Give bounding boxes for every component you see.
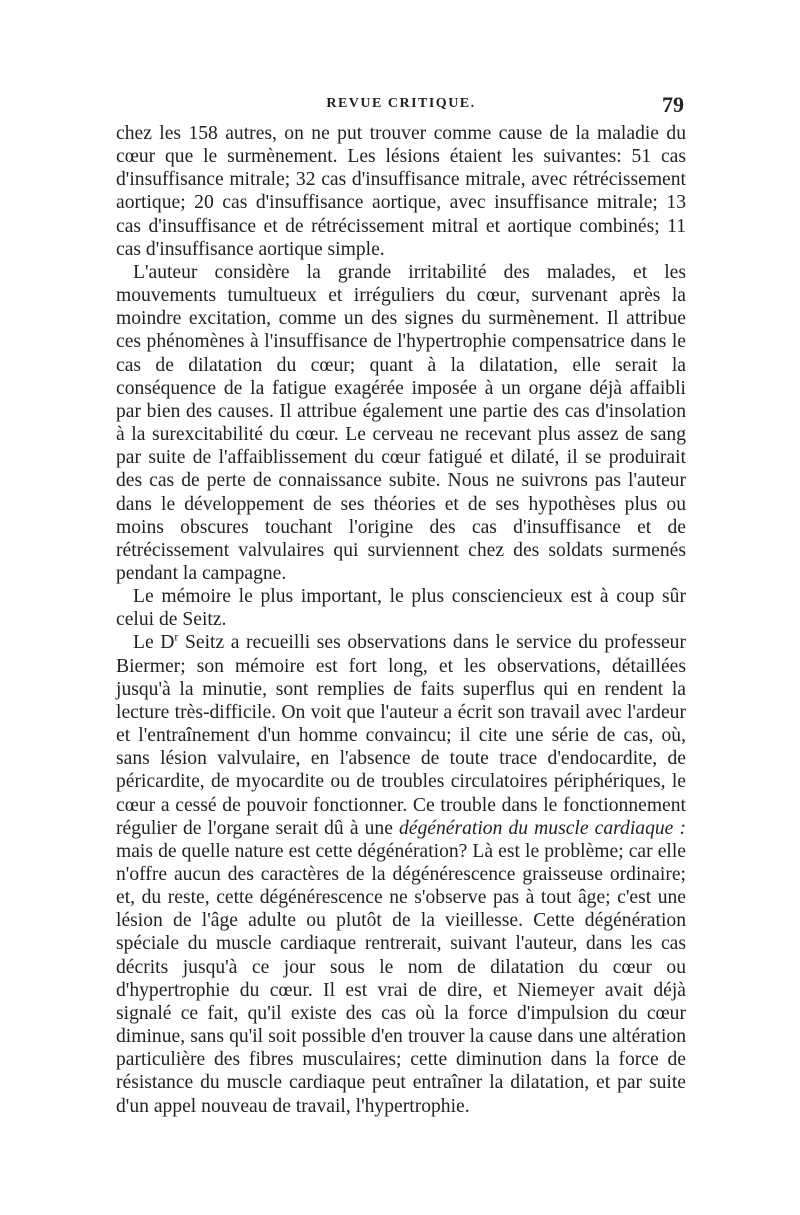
page-number: 79 [662,92,684,117]
running-header [116,92,686,122]
paragraph-text-part-1: Seitz a recueilli ses observations dans le service du professeur Biermer; son mémoire est fort long, et les observations, détaillées jusqu'à la minutie, sont remplies de faits superflus qui en rendent la lecture très-difficile. On voit que l'auteur a écrit son travail avec l'ardeur et l'entraînement d'un homme convaincu; il cite une série de cas, où, sans lésion valvulaire, en l'absence de toute trace d'endocardite, de péricardite, de myocardite ou de troubles circulatoires périphériques, le cœur a cessé de pouvoir fonctionner. Ce trouble dans le fonctionnement régulier de l'organe serait dû à une [116,632,686,839]
body-text [116,122,686,1118]
doctor-abbrev: Le D [133,632,175,654]
paragraph-seitz-observations [116,631,686,1117]
paragraph-continuation: chez les 158 autres, on ne put trouver comme cause de la maladie du cœur que le surmènement. Les lésions étaient les suivantes: 51 cas d'insuffisance mitrale; 32 cas d'insuffisance mitrale, avec rétrécissement aortique; 20 cas d'insuffisance aortique, avec insuffisance mitrale; 13 cas d'insuffisance et de rétrécissement mitral et aortique combinés; 11 cas d'insuffisance aortique simple. [116,123,686,260]
paragraph-author-irritability: L'auteur considère la grande irritabilité des malades, et les mouvements tumultueux et irréguliers du cœur, survenant après la moindre excitation, comme un des signes du surmènement. Il attribue ces phénomènes à l'insuffisance de l'hypertrophie compensatrice dans le cas de dilatation du cœur; quant à la dilatation, elle serait la conséquence de la fatigue exagérée imposée à un organe déjà affaibli par bien des causes. Il attribue également une partie des cas d'insolation à la surexcitabilité du cœur. Le cerveau ne recevant plus assez de sang par suite de l'affaiblissement du cœur fatigué et dilaté, il se produirait des cas de perte de connaissance subite. Nous ne suivrons pas l'auteur dans le développement de ses théories et de ses hypothèses plus ou moins obscures touchant l'origine des cas d'insuffisance et de rétrécissement valvulaires qui surviennent chez des soldats surmenés pendant la campagne. [116,261,686,584]
italic-term: dégénération du muscle cardiaque : [399,817,686,839]
doctor-superscript: r [174,629,179,644]
paragraph-text-part-2: mais de quelle nature est cette dégénération? Là est le problème; car elle n'offre aucun des caractères de la dégénérescence graisseuse ordinaire; et, du reste, cette dégénérescence ne s'observe pas à tout âge; c'est une lésion de l'âge adulte ou plutôt de la vieillesse. Cette dégénération spéciale du muscle cardiaque rentrerait, suivant l'auteur, dans les cas décrits jusqu'à ce jour sous le nom de dilatation du cœur ou d'hypertrophie du cœur. Il est vrai de dire, et Niemeyer avait déjà signalé ce fait, qu'il existe des cas où la force d'impulsion du cœur diminue, sans qu'il soit possible d'en trouver la cause dans une altération particulière des fibres musculaires; cette diminution dans la force de résistance du muscle cardiaque peut entraîner la dilatation, et par suite d'un appel nouveau de travail, l'hypertrophie. [116,840,686,1117]
paragraph-seitz-memoire: Le mémoire le plus important, le plus consciencieux est à coup sûr celui de Seitz. [116,586,686,631]
running-title: REVUE CRITIQUE. [326,96,476,111]
book-page [116,92,686,1118]
